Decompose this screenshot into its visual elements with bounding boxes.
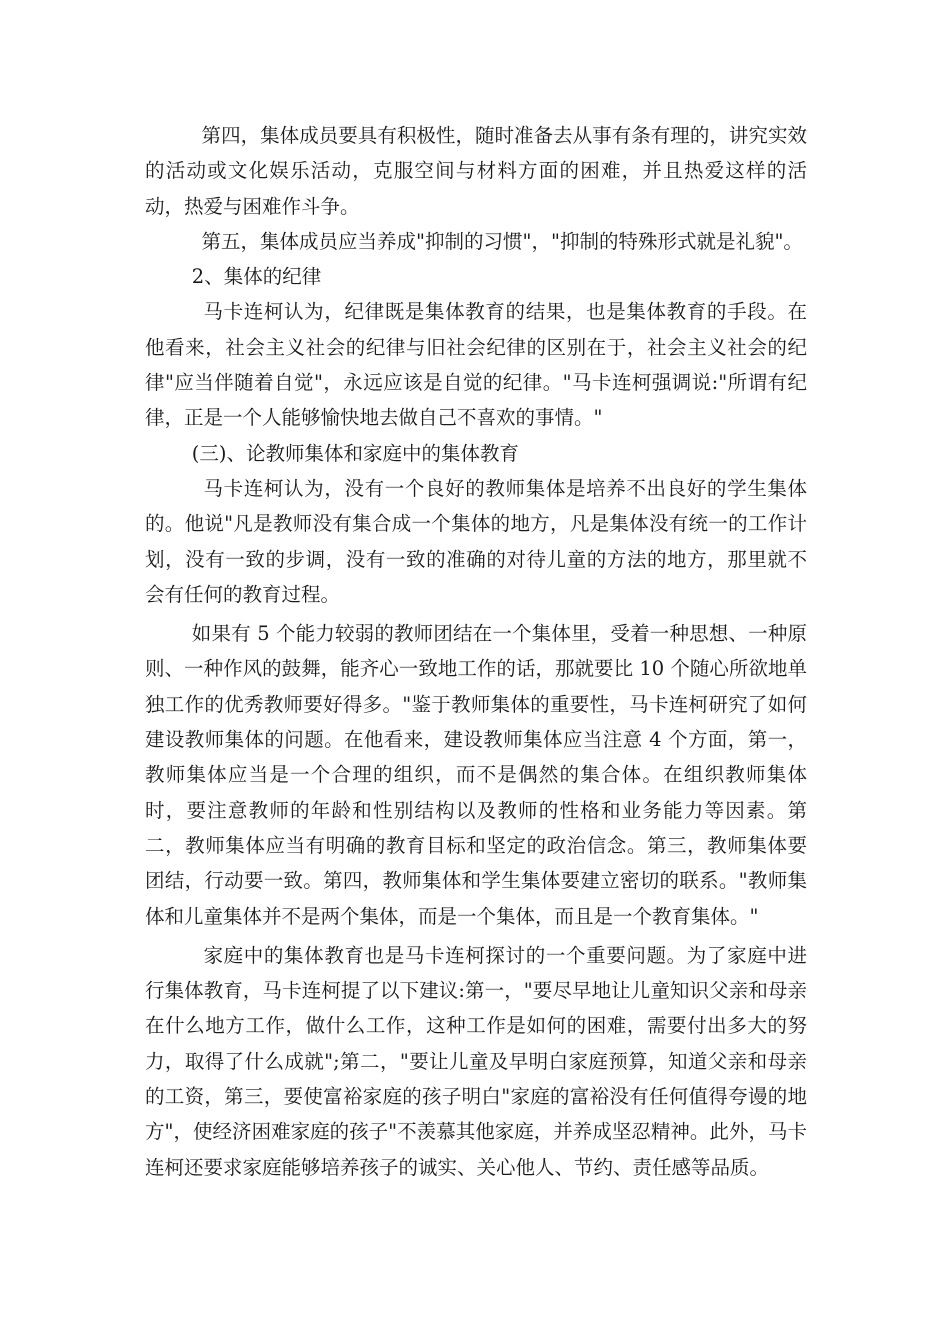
paragraph-discipline: 马卡连柯认为，纪律既是集体教育的结果，也是集体教育的手段。在他看来，社会主义社会的纪律与旧社会纪律的区别在于，社会主义社会的纪律"应当伴随着自觉"，永远应该是自觉的纪律。"马卡连柯强调说:"所谓有纪律，正是一个人能够愉快地去做自己不喜欢的事情。" bbox=[145, 300, 807, 430]
paragraph-teacher-unity: 如果有 5 个能力较弱的教师团结在一个集体里，受着一种思想、一种原则、一种作风的鼓舞，能齐心一致地工作的话，那就要比 10 个随心所欲地单独工作的优秀教师要好得多。"鉴于教师集体的重要性，马卡连柯研究了如何建设教师集体的问题。在他看来，建设教师集体应当注意 4 个方面，第一，教师集体应当是一个合理的组织，而不是偶然的集合体。在组织教师集体时，要注意教师的年龄和性别结构以及教师的性格和业务能力等因素。第二，教师集体应当有明确的教育目标和坚定的政治信念。第三，教师集体要团结，行动要一致。第四，教师集体和学生集体要建立密切的联系。"教师集体和儿童集体并不是两个集体，而是一个集体，而且是一个教育集体。" bbox=[145, 622, 807, 928]
paragraph-family-education: 家庭中的集体教育也是马卡连柯探讨的一个重要问题。为了家庭中进行集体教育，马卡连柯提了以下建议:第一，"要尽早地让儿童知识父亲和母亲在什么地方工作，做什么工作，这种工作是如何的困难，需要付出多大的努力，取得了什么成就";第二，"要让儿童及早明白家庭预算，知道父亲和母亲的工资，第三，要使富裕家庭的孩子明白"家庭的富裕没有任何值得夸谩的地方"，使经济困难家庭的孩子"不羡慕其他家庭，并养成坚忍精神。此外，马卡连柯还要求家庭能够培养孩子的诚实、关心他人、节约、责任感等品质。 bbox=[145, 943, 807, 1179]
document-body bbox=[145, 118, 807, 1185]
paragraph-teacher-collective: 马卡连柯认为，没有一个良好的教师集体是培养不出良好的学生集体的。他说"凡是教师没有集合成一个集体的地方，凡是集体没有统一的工作计划，没有一致的步调，没有一致的准确的对待儿童的方法的地方，那里就不会有任何的教育过程。 bbox=[145, 476, 807, 606]
paragraph-fourth-point: 第四，集体成员要具有积极性，随时准备去从事有条有理的，讲究实效的活动或文化娱乐活动，克服空间与材料方面的困难，并且热爱这样的活动，热爱与困难作斗争。 bbox=[145, 124, 807, 218]
section-heading-teacher-family: (三)、论教师集体和家庭中的集体教育 bbox=[191, 441, 520, 465]
paragraph-fifth-point: 第五，集体成员应当养成"抑制的习惯"，"抑制的特殊形式就是礼貌"。 bbox=[201, 229, 803, 253]
section-heading-discipline: 2、集体的纪律 bbox=[191, 265, 322, 289]
